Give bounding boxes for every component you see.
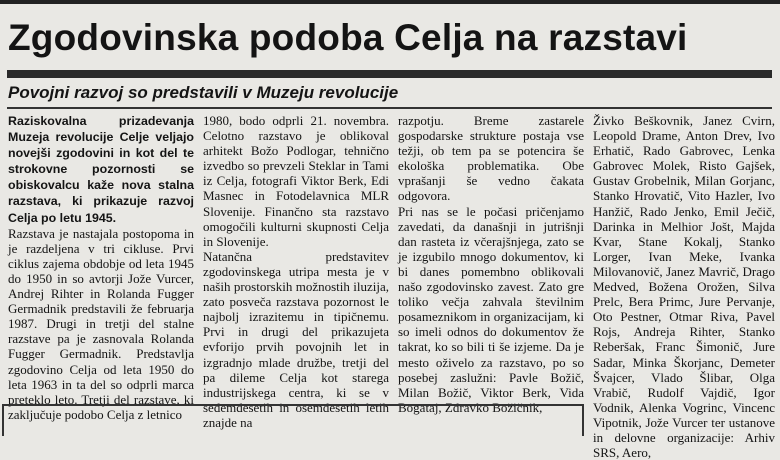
article-headline: Zgodovinska podoba Celja na razstavi <box>8 17 688 58</box>
article-column-2: 1980, bodo odprli 21. novembra. Celotno razstavo je oblikoval arhitekt Božo Podlogar, tehnično izvedbo so prevzeli Steklar in Tami iz Celja, fotografi Viktor Berk, Edi Masnec in Fotodelavnica MLR Slovenije. Finančno sta razstavo omogočili kulturni skupnosti Celja in Slovenije. Natančna predstavitev zgodovinskega utripa mesta je v naših prostorskih možnostih iluzija, zato posveča razstava pozornost le najbolj izrazitemu in tipičnemu. Prvi in drugi del prikazujeta evforijo prvih povojnih let in izgradnjo mlade družbe, tretji del pa dileme Celja kot starega industrijskega centra, ki se v sedemdesetih in osemdesetih letih znajde na <box>203 113 389 430</box>
article-column-1-body: Razstava je nastajala postopoma in je razdeljena v tri cikluse. Prvi ciklus zajema obdobje od leta 1945 do 1950 in so avtorji Jože Vurcer, Andrej Rihter in Rolanda Fugger Germadnik predstavili že februarja 1987. Drugi in tretji del stalne razstave pa je zasnovala Rolanda Fugger Germadnik. Predstavlja zgodovino Celja od leta 1950 do leta 1963 in ta del so odprli marca preteklo leto. Tretji del razstave, ki zaključuje podobo Celja z letnico <box>8 225 194 422</box>
next-article-box <box>2 404 584 436</box>
subheadline-rule <box>7 107 772 109</box>
article-lead: Raziskovalna prizadevanja Muzeja revolucije Celje veljajo novejši zgodovini in kot del te strokovne pozornosti se obiskovalcu kaže nova stalna razstava, ki prikazuje razvoj Celja po letu 1945. <box>8 114 194 225</box>
headline-bar <box>7 70 772 78</box>
article-subheadline: Povojni razvoj so predstavili v Muzeju revolucije <box>8 83 399 102</box>
article-column-3: razpotju. Breme zastarele gospodarske strukture postaja vse težji, ob tem pa se potencira še ekološka problematika. Obe vprašanji še vedno čakata odgovora. Pri nas se le počasi pričenjamo zavedati, da današnji in jutrišnji dan rasteta iz včerajšnjega, zato se je izgubilo mnogo dokumentov, ki bi danes pomembno oblikovali našo zgodovinsko zavest. Zato gre toliko večja zahvala številnim posameznikom in organizacijam, ki so imeli odnos do dokumentov že takrat, ko so bili ti še izjeme. Da je mesto oživelo za razstavo, po so posebej zaslužni: Pavle Božič, Milan Božič, Viktor Berk, Vida Bogataj, Zdravko Božičnik, <box>398 113 584 415</box>
article-column-4: Živko Beškovnik, Janez Cvirn, Leopold Drame, Anton Drev, Ivo Erhatič, Rado Gabrovec, Lenka Gabrovec Molek, Risto Gajšek, Gustav Grobelnik, Milan Gorjanc, Stanko Hrovatič, Vito Hazler, Ivo Hanžič, Rado Jenko, Emil Ječič, Darinka in Melhior Jošt, Majda Kvar, Stane Kokalj, Stanko Lorger, Ivan Meke, Ivanka Milovanovič, Janez Mavrič, Drago Medved, Božena Orožen, Silva Prelc, Bera Primc, Jure Pervanje, Oto Pestner, Otmar Riva, Pavel Rojs, Andreja Rihter, Stanko Reberšak, Franc Šimonič, Jure Sadar, Minka Škorjanc, Demeter Švajcer, Vlado Šlibar, Olga Vrabič, Rudolf Vajdič, Igor Vodnik, Alenka Vogrinc, Vincenc Vipotnik, Jože Vurcer ter ustanove in delovne organizacije: Arhiv SRS, Aero, <box>593 113 775 460</box>
article-column-1 <box>8 113 194 424</box>
top-rule <box>0 0 780 4</box>
